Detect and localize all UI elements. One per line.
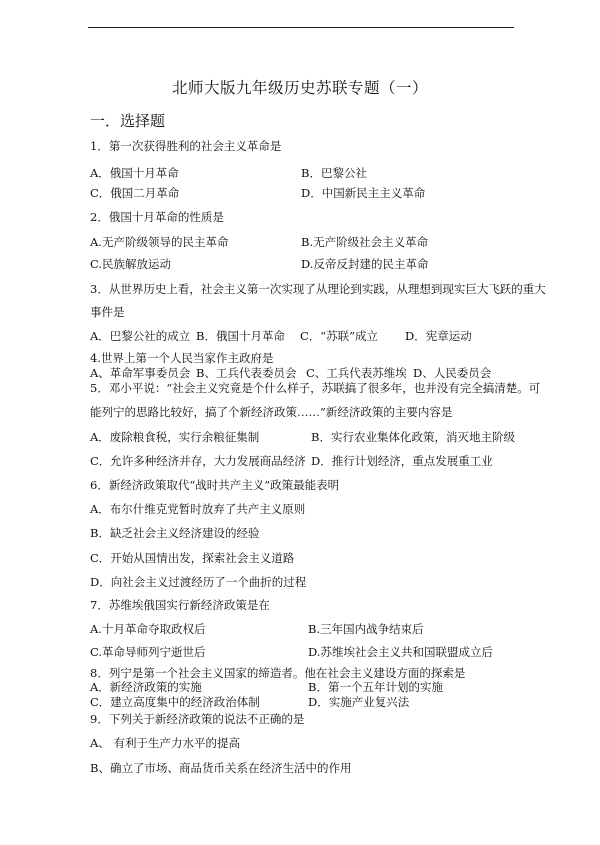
- question-5-stem-line-1: 5．邓小平说：“社会主义究竟是个什么样子，苏联搞了很多年，也并没有完全搞清楚。可: [90, 381, 541, 395]
- question-3-option-a: A．巴黎公社的成立: [90, 329, 191, 343]
- question-4-option-d: D、人民委员会: [413, 366, 492, 380]
- question-3-option-b: B．俄国十月革命: [196, 329, 285, 343]
- question-3-option-d: D．宪章运动: [405, 329, 472, 343]
- question-6-option-d: D．向社会主义过渡经历了一个曲折的过程: [90, 575, 307, 589]
- question-9-option-b: B、确立了市场、商品货币关系在经济生活中的作用: [90, 761, 352, 775]
- question-4-option-b: B、工兵代表委员会: [196, 366, 297, 380]
- question-3-stem-line-2: 事件是: [90, 305, 125, 319]
- question-2-stem: 2．俄国十月革命的性质是: [90, 210, 224, 224]
- question-8-option-a: A．新经济政策的实施: [90, 680, 202, 694]
- question-4-stem: 4.世界上第一个人民当家作主政府是: [90, 351, 274, 365]
- question-7-option-a: A.十月革命夺取政权后: [90, 622, 206, 636]
- question-2-option-c: C.民族解放运动: [90, 257, 172, 271]
- page-title: 北师大版九年级历史苏联专题（一）: [171, 79, 428, 97]
- question-7-option-d: D.苏维埃社会主义共和国联盟成立后: [308, 645, 493, 659]
- question-5-option-a: A．废除粮食税，实行余粮征集制: [90, 430, 260, 444]
- question-2-option-a: A.无产阶级领导的民主革命: [90, 235, 229, 249]
- question-5-option-b: B．实行农业集体化政策，消灭地主阶级: [311, 430, 515, 444]
- question-1-option-c: C．俄国二月革命: [90, 186, 180, 200]
- question-4-option-a: A、革命军事委员会: [90, 366, 191, 380]
- question-8-stem: 8．列宁是第一个社会主义国家的缔造者。他在社会主义建设方面的探索是: [90, 666, 466, 680]
- question-2-option-d: D.反帝反封建的民主革命: [301, 257, 429, 271]
- question-8-option-c: C．建立高度集中的经济政治体制: [90, 695, 260, 709]
- question-7-option-c: C.革命导师列宁逝世后: [90, 645, 206, 659]
- question-4-option-c: C、工兵代表苏维埃: [306, 366, 407, 380]
- question-6-option-c: C．开始从国情出发，探索社会主义道路: [90, 551, 295, 565]
- section-heading: 一．选择题: [90, 112, 166, 130]
- question-7-option-b: B.三年国内战争结束后: [308, 622, 424, 636]
- question-6-option-a: A．布尔什维克党暂时放弃了共产主义原则: [90, 502, 306, 516]
- question-2-option-b: B.无产阶级社会主义革命: [301, 235, 429, 249]
- question-9-stem: 9．下列关于新经济政策的说法不正确的是: [90, 712, 305, 726]
- question-9-option-a: A、 有利于生产力水平的提高: [90, 736, 240, 750]
- question-8-option-d: D．实施产业复兴法: [308, 695, 410, 709]
- top-rule: [88, 27, 514, 28]
- question-3-stem-line-1: 3．从世界历史上看，社会主义第一次实现了从理论到实践，从理想到现实巨大飞跃的重大: [90, 282, 546, 296]
- question-6-option-b: B．缺乏社会主义经济建设的经验: [90, 526, 260, 540]
- question-1-option-b: B．巴黎公社: [301, 166, 367, 180]
- question-7-stem: 7．苏维埃俄国实行新经济政策是在: [90, 598, 270, 612]
- question-5-option-c: C．允许多种经济并存，大力发展商品经济: [90, 454, 306, 468]
- question-3-option-c: C．“苏联”成立: [300, 329, 379, 343]
- question-1-option-d: D．中国新民主主义革命: [301, 186, 426, 200]
- question-1-option-a: A．俄国十月革命: [90, 166, 179, 180]
- question-5-option-d: D．推行计划经济，重点发展重工业: [311, 454, 493, 468]
- question-5-stem-line-2: 能列宁的思路比较好，搞了个新经济政策……”新经济政策的主要内容是: [90, 405, 453, 419]
- question-8-option-b: B．第一个五年计划的实施: [308, 680, 443, 694]
- question-1-stem: 1．第一次获得胜利的社会主义革命是: [90, 139, 282, 153]
- question-6-stem: 6．新经济政策取代“战时共产主义”政策最能表明: [90, 478, 340, 492]
